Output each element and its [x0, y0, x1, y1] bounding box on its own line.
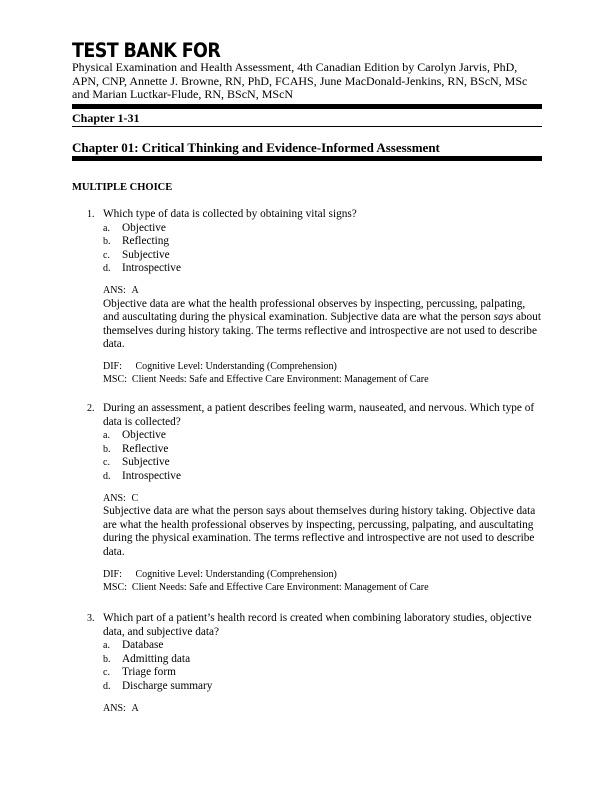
option-letter: d.	[103, 470, 111, 482]
option-letter: a.	[103, 430, 110, 442]
option-text: Objective	[122, 429, 166, 442]
option-a	[72, 222, 542, 236]
option-d	[72, 262, 542, 276]
answer-line	[72, 284, 542, 298]
option-b	[72, 443, 542, 457]
rationale-text: about themselves during history taking. The terms reflective and introspective are not used to describe data.	[103, 311, 541, 351]
option-text: Subjective	[122, 248, 170, 261]
option-c	[72, 456, 542, 470]
option-text: Introspective	[122, 262, 181, 275]
question-text: Which part of a patient’s health record is created when combining laboratory studies, objective data, and subjective data?	[103, 612, 532, 638]
question-3	[72, 612, 542, 715]
msc-value: Client Needs: Safe and Effective Care Environment: Management of Care	[131, 582, 429, 594]
option-letter: d.	[103, 680, 111, 692]
question-text: Which type of data is collected by obtaining vital signs?	[103, 208, 357, 220]
option-letter: b.	[103, 236, 111, 248]
option-text: Subjective	[122, 456, 170, 469]
question-number: 1.	[87, 209, 95, 220]
option-a	[72, 639, 542, 653]
option-c	[72, 666, 542, 680]
answer-label: ANS:	[103, 702, 126, 714]
option-text: Reflective	[122, 442, 169, 455]
question-text: During an assessment, a patient describes feeling warm, nauseated, and nervous. Which type of data is collected?	[103, 402, 535, 428]
rationale-emphasis: says	[493, 311, 514, 324]
chapter-title: Chapter 01: Critical Thinking and Evidence-Informed Assessment	[72, 140, 440, 155]
option-text: Database	[122, 639, 164, 652]
option-text: Introspective	[122, 469, 181, 482]
chapter-range: Chapter 1-31	[72, 111, 140, 125]
rationale-text: Objective data are what the health professional observes by inspecting, percussing, palpating, and auscultating during the physical examination. Subjective data are what the person	[103, 297, 526, 324]
option-letter: a.	[103, 222, 110, 234]
answer-key: A	[131, 702, 139, 714]
msc-label: MSC:	[103, 374, 127, 386]
book-citation: Physical Examination and Health Assessment, 4th Canadian Edition by Carolyn Jarvis, PhD, APN, CNP, Annette J. Browne, RN, PhD, FCAHS, June MacDonald-Jenkins, RN, BScN, MSc and Marian Luctkar-Flude, RN, BScN, MScN	[72, 60, 528, 101]
dif-label: DIF:	[103, 568, 122, 580]
chapter-rule	[72, 156, 542, 161]
option-letter: d.	[103, 263, 111, 275]
rationale: Subjective data are what the person says about themselves during history taking. Objective data are what the health professional observes by inspecting, percussing, palpating, and auscultating during the physical examination. The terms reflective and introspective are not used to describe data.	[103, 505, 536, 558]
option-text: Reflecting	[122, 235, 170, 248]
option-letter: c.	[103, 667, 110, 679]
question-number: 3.	[87, 613, 95, 624]
option-b	[72, 653, 542, 667]
rationale	[72, 298, 542, 352]
dif-label: DIF:	[103, 360, 122, 372]
question-number: 2.	[87, 403, 95, 414]
option-text: Objective	[122, 221, 166, 234]
option-text: Discharge summary	[122, 679, 213, 692]
option-d	[72, 680, 542, 694]
option-letter: b.	[103, 443, 111, 455]
header-rule-thin	[72, 126, 542, 127]
option-c	[72, 249, 542, 263]
option-letter: c.	[103, 249, 110, 261]
option-d	[72, 470, 542, 484]
answer-line	[72, 492, 542, 506]
option-a	[72, 429, 542, 443]
dif-value: Cognitive Level: Understanding (Comprehension)	[135, 568, 337, 580]
option-letter: a.	[103, 640, 110, 652]
answer-label: ANS:	[103, 284, 126, 296]
option-b	[72, 235, 542, 249]
answer-label: ANS:	[103, 492, 126, 504]
question-metadata	[72, 568, 542, 595]
answer-line	[72, 702, 542, 716]
msc-value: Client Needs: Safe and Effective Care Environment: Management of Care	[131, 374, 429, 386]
question-2	[72, 402, 542, 595]
question-1	[72, 208, 542, 387]
question-metadata	[72, 360, 542, 387]
option-text: Triage form	[122, 666, 176, 679]
header-rule-top	[72, 104, 542, 109]
dif-value: Cognitive Level: Understanding (Comprehension)	[135, 360, 337, 372]
test-bank-banner: TEST BANK FOR	[72, 40, 221, 63]
section-heading: MULTIPLE CHOICE	[72, 182, 173, 193]
option-text: Admitting data	[122, 652, 191, 665]
option-letter: c.	[103, 457, 110, 469]
msc-label: MSC:	[103, 582, 127, 594]
option-letter: b.	[103, 653, 111, 665]
answer-key: C	[131, 492, 139, 504]
answer-key: A	[131, 284, 139, 296]
